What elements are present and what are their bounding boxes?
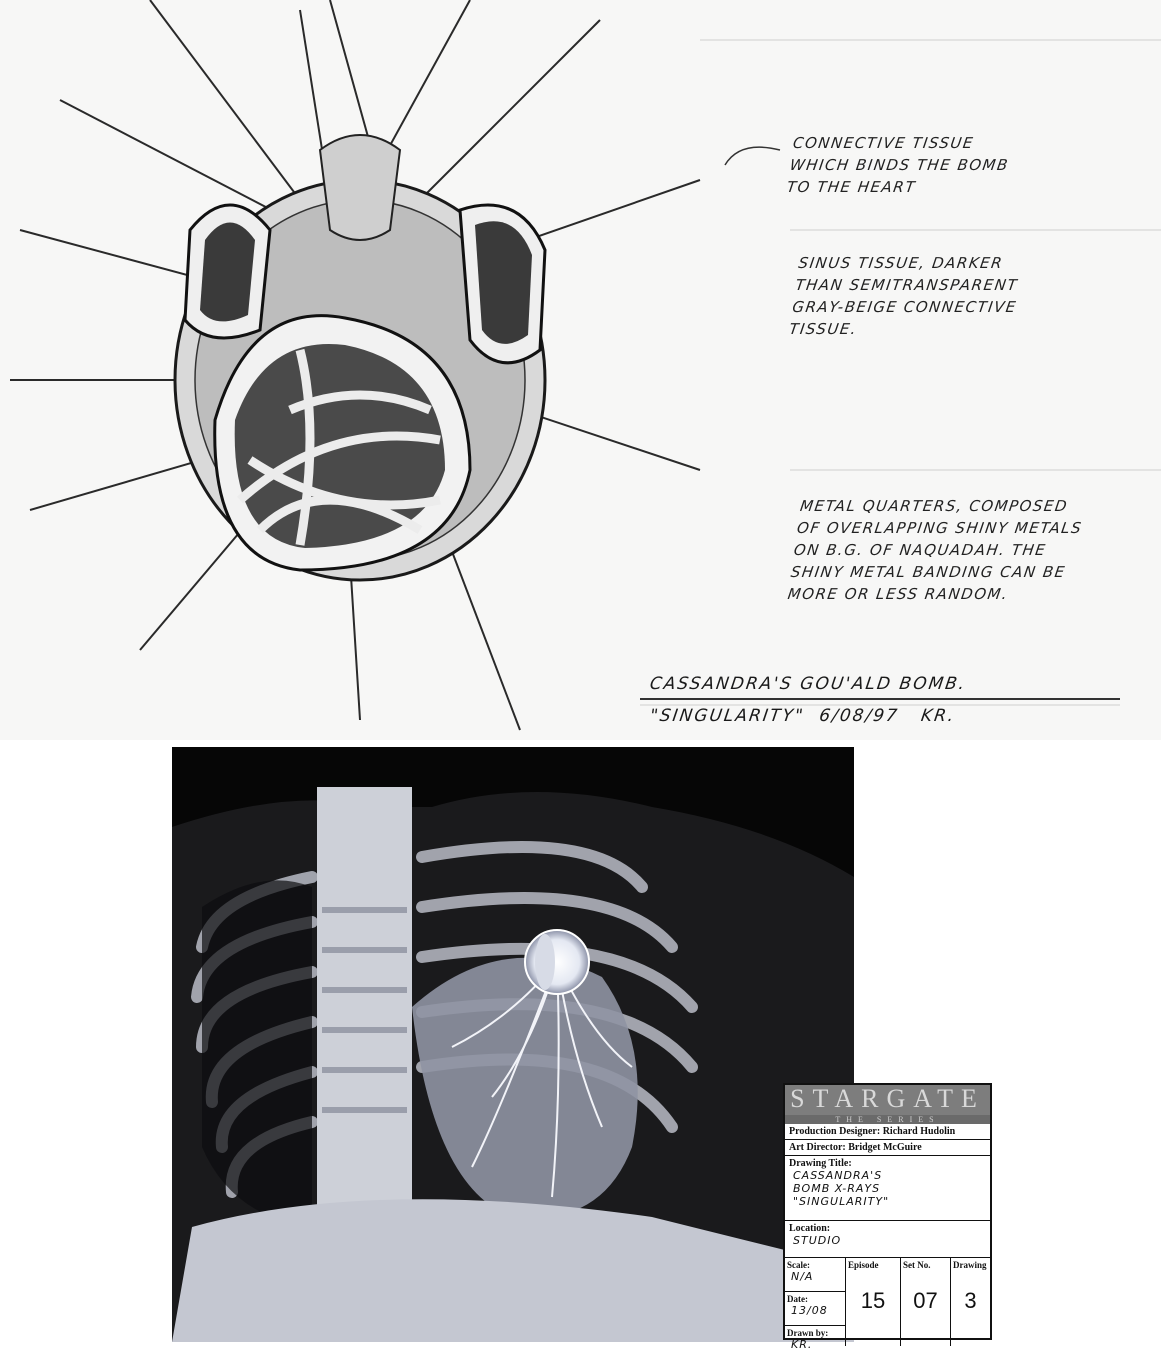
episode-value: 15: [860, 1288, 886, 1313]
drawn-by-cell: [785, 1326, 845, 1352]
date-value: 13/08: [791, 1304, 828, 1317]
xray-painting: [172, 747, 854, 1342]
title-underline: [640, 698, 1120, 700]
sheet-title: CASSANDRA'S GOU'ALD BOMB.: [648, 674, 968, 694]
production-designer-row: [785, 1124, 990, 1140]
scale-label: Scale:: [787, 1260, 810, 1270]
set-no-label: Set No.: [903, 1260, 931, 1270]
drawn-by-value: KR.: [791, 1338, 813, 1351]
set-no-cell: [901, 1258, 951, 1346]
art-director-value: Bridget McGuire: [848, 1142, 922, 1153]
drawing-number-value: 3: [964, 1288, 977, 1313]
drawing-info-grid: [785, 1258, 990, 1351]
production-designer-value: Richard Hudolin: [882, 1126, 956, 1137]
drawn-by-label: Drawn by:: [787, 1328, 829, 1338]
episode-cell: [846, 1258, 901, 1346]
location-row: [785, 1221, 990, 1258]
date-cell: [785, 1292, 845, 1326]
stargate-logo-subtitle: THE SERIES: [785, 1115, 990, 1124]
sheet-credit: "SINGULARITY" 6/08/97 KR.: [648, 706, 957, 726]
location-label: Location:: [789, 1223, 831, 1234]
scale-value: N/A: [791, 1270, 814, 1283]
date-label: Date:: [787, 1294, 808, 1304]
drawing-number-label: Drawing: [953, 1260, 987, 1270]
episode-label: Episode: [848, 1260, 879, 1270]
note-sinus-tissue: SINUS TISSUE, DARKER THAN SEMITRANSPARENT GRAY-BEIGE CONNECTIVE TISSUE.: [788, 254, 1020, 338]
drawing-title-label: Drawing Title:: [789, 1158, 852, 1169]
title-block: [783, 1083, 992, 1351]
drawing-title-value: CASSANDRA'S BOMB X-RAYS "SINGULARITY": [793, 1169, 890, 1208]
note-connective-tissue: CONNECTIVE TISSUE WHICH BINDS THE BOMB TO THE HEART: [785, 134, 1011, 196]
scale-date-drawn-cell: [785, 1258, 846, 1351]
scale-cell: [785, 1258, 845, 1292]
note-metal-quarters: METAL QUARTERS, COMPOSED OF OVERLAPPING SHINY METALS ON B.G. OF NAQUADAH. THE SHINY METAL BANDING CAN BE MORE OR LESS RANDOM.: [786, 497, 1084, 603]
production-designer-label: Production Designer:: [789, 1126, 881, 1137]
drawing-number-cell: [951, 1258, 990, 1346]
set-no-value: 07: [913, 1288, 938, 1313]
art-director-label: Art Director:: [789, 1142, 846, 1153]
stargate-logo: STARGATE: [785, 1085, 990, 1115]
drawing-title-row: [785, 1156, 990, 1221]
art-director-row: [785, 1140, 990, 1156]
xray-illustration: [172, 747, 854, 1342]
location-value: STUDIO: [793, 1234, 842, 1247]
